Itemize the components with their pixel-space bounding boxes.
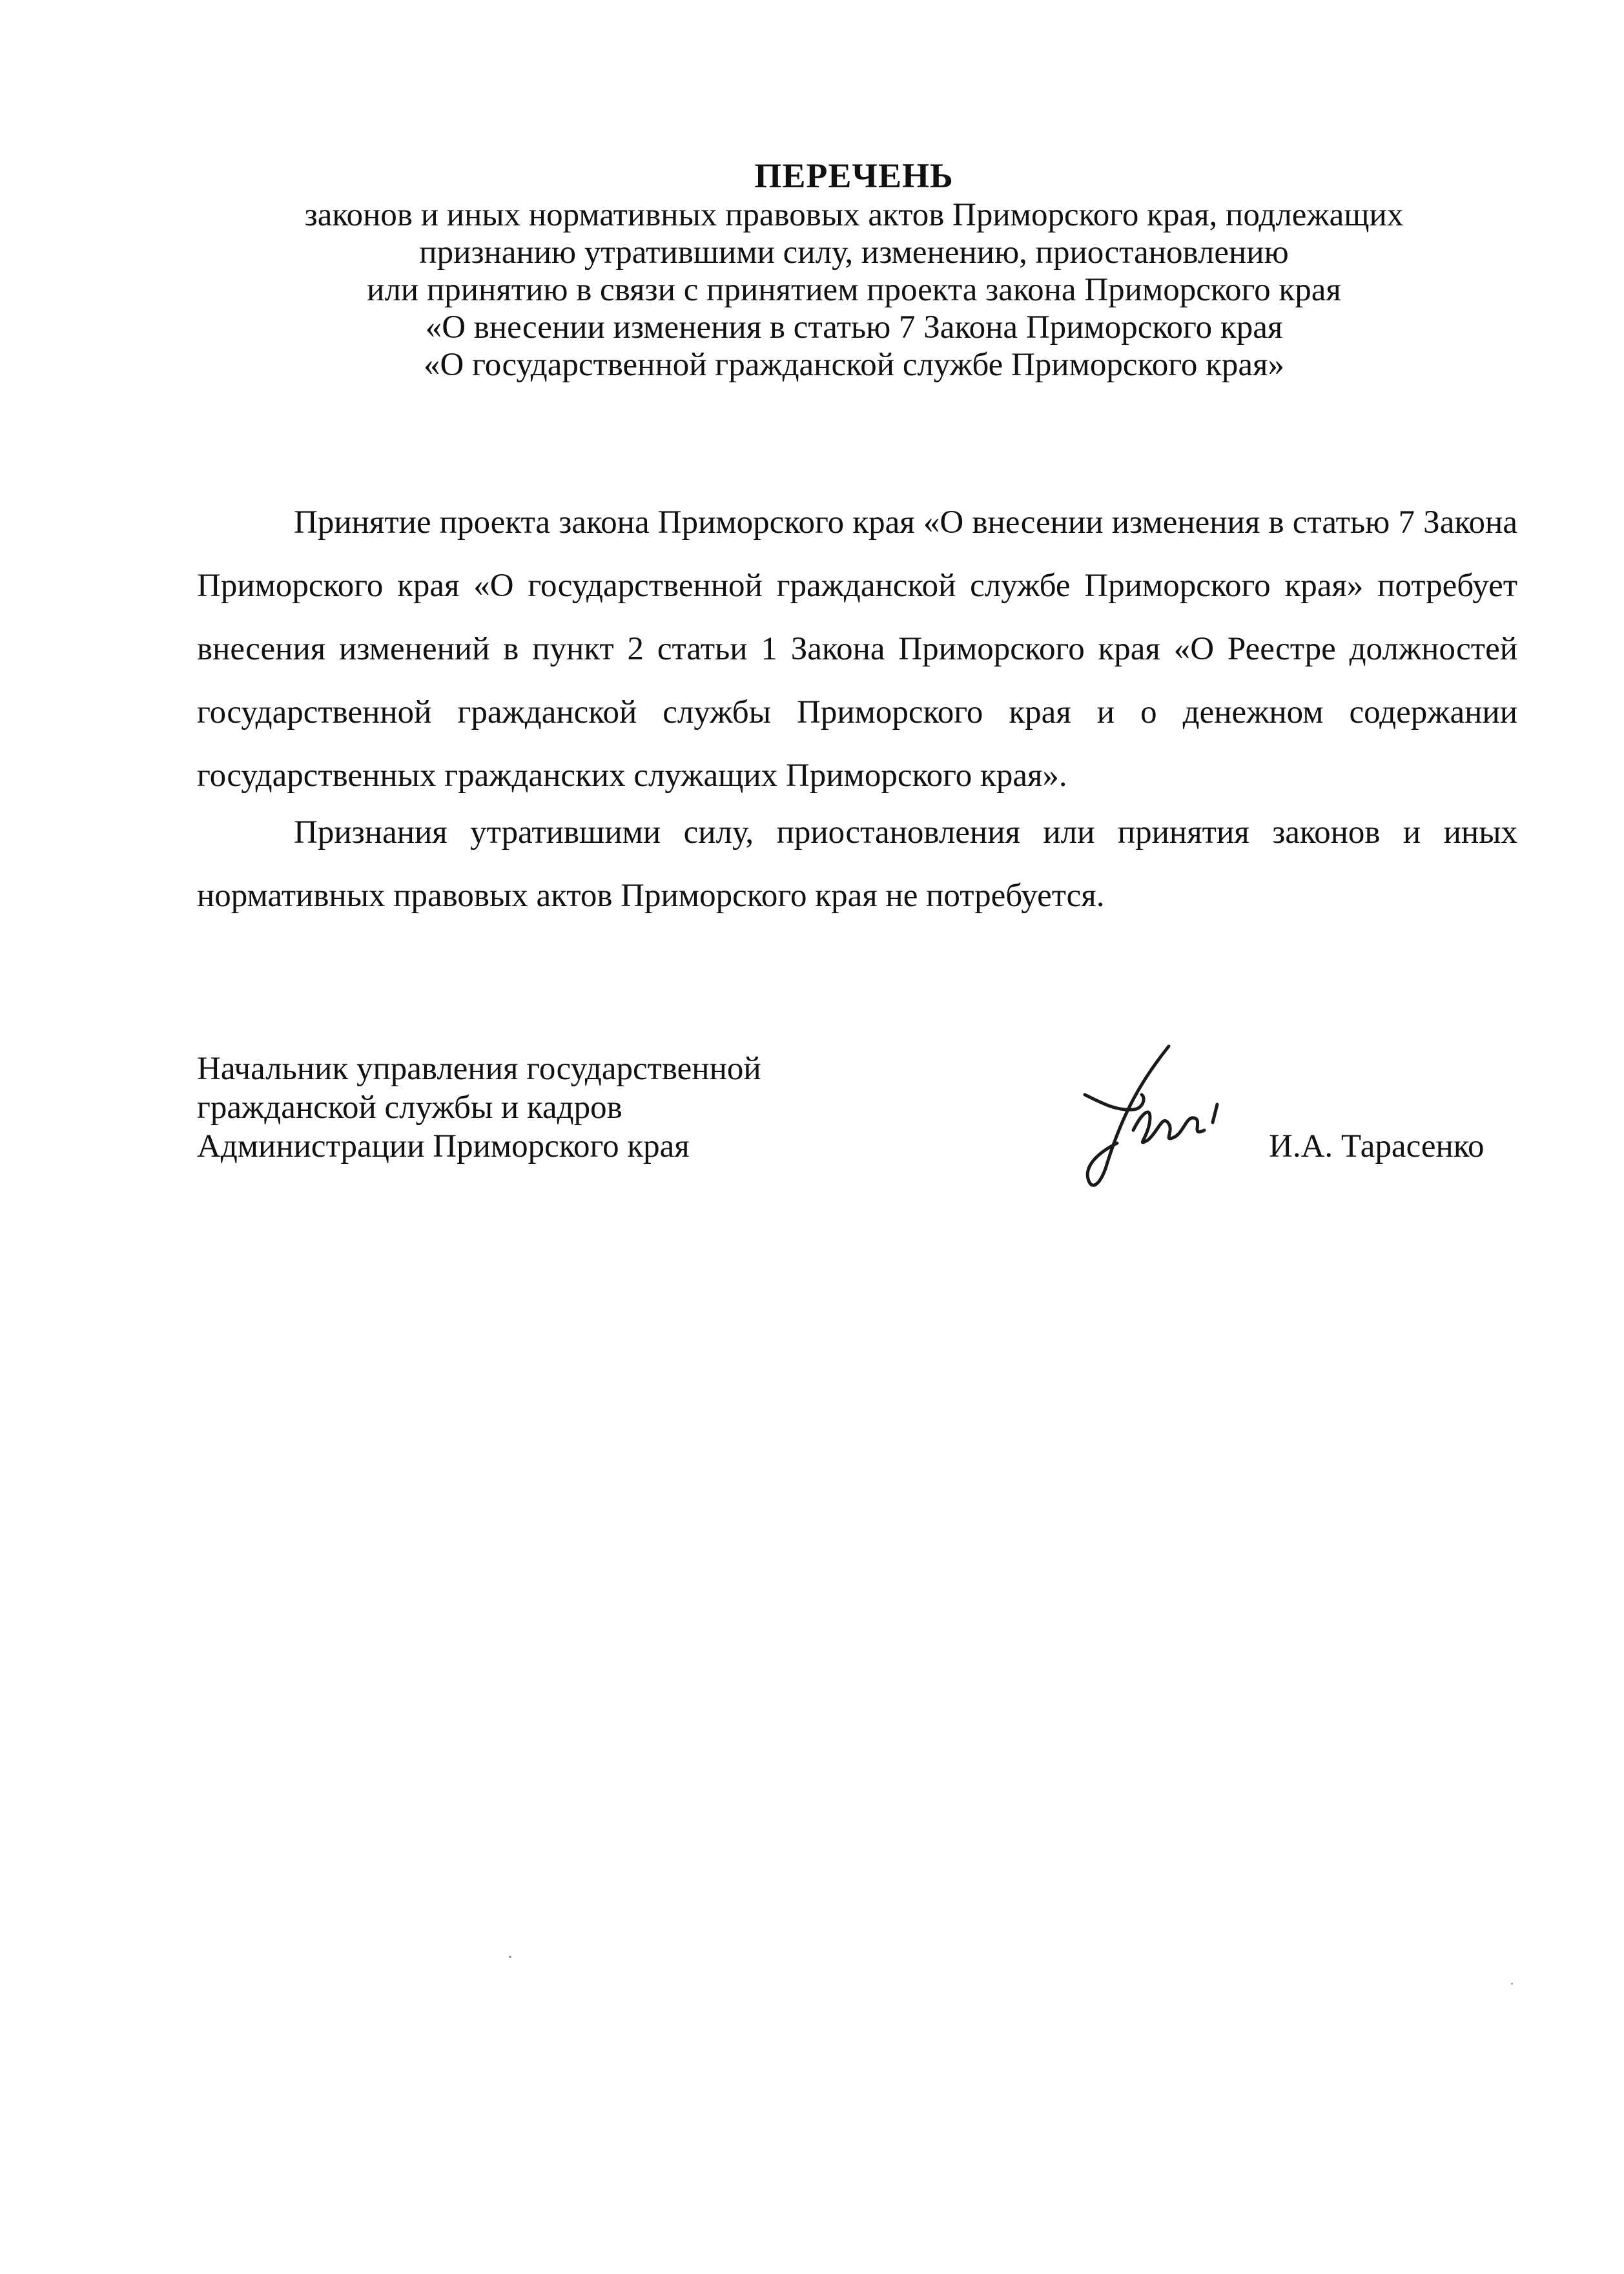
document-heading <box>0 155 1624 384</box>
signatory-position <box>197 1049 761 1166</box>
subtitle-line-3: или принятию в связи с принятием проекта закона Приморского края <box>367 272 1341 308</box>
handwritten-signature-icon <box>1072 1033 1240 1195</box>
signatory-name: И.А. Тарасенко <box>1269 1128 1485 1164</box>
subtitle-line-4: «О внесении изменения в статью 7 Закона Приморского края <box>425 309 1283 346</box>
subtitle-line-5: «О государственной гражданской службе Приморского края» <box>424 347 1284 383</box>
subtitle-line-1: законов и иных нормативных правовых актов Приморского края, подлежащих <box>304 197 1404 233</box>
signatory-position-line-3: Администрации Приморского края <box>197 1128 690 1164</box>
scan-speck <box>1511 1983 1513 1985</box>
document-title: ПЕРЕЧЕНЬ <box>754 156 954 195</box>
body-paragraph-1: Принятие проекта закона Приморского края «О внесении изменения в статью 7 Закона Приморского края «О государственной гражданской службе Приморского края» потребует внесения изменений в пункт 2 статьи 1 Закона Приморского края «О Реестре должностей государственной гражданской службы Приморского края и о денежном содержании государственных гражданских служащих Приморского края». <box>197 504 1517 794</box>
body-paragraph-2: Признания утратившими силу, приостановления или принятия законов и иных нормативных правовых актов Приморского края не потребуется. <box>197 814 1517 914</box>
scan-speck <box>509 1956 511 1958</box>
subtitle-line-2: признанию утратившими силу, изменению, приостановлению <box>419 234 1289 271</box>
signatory-position-line-1: Начальник управления государственной <box>197 1051 761 1087</box>
signatory-position-line-2: гражданской службы и кадров <box>197 1090 622 1126</box>
